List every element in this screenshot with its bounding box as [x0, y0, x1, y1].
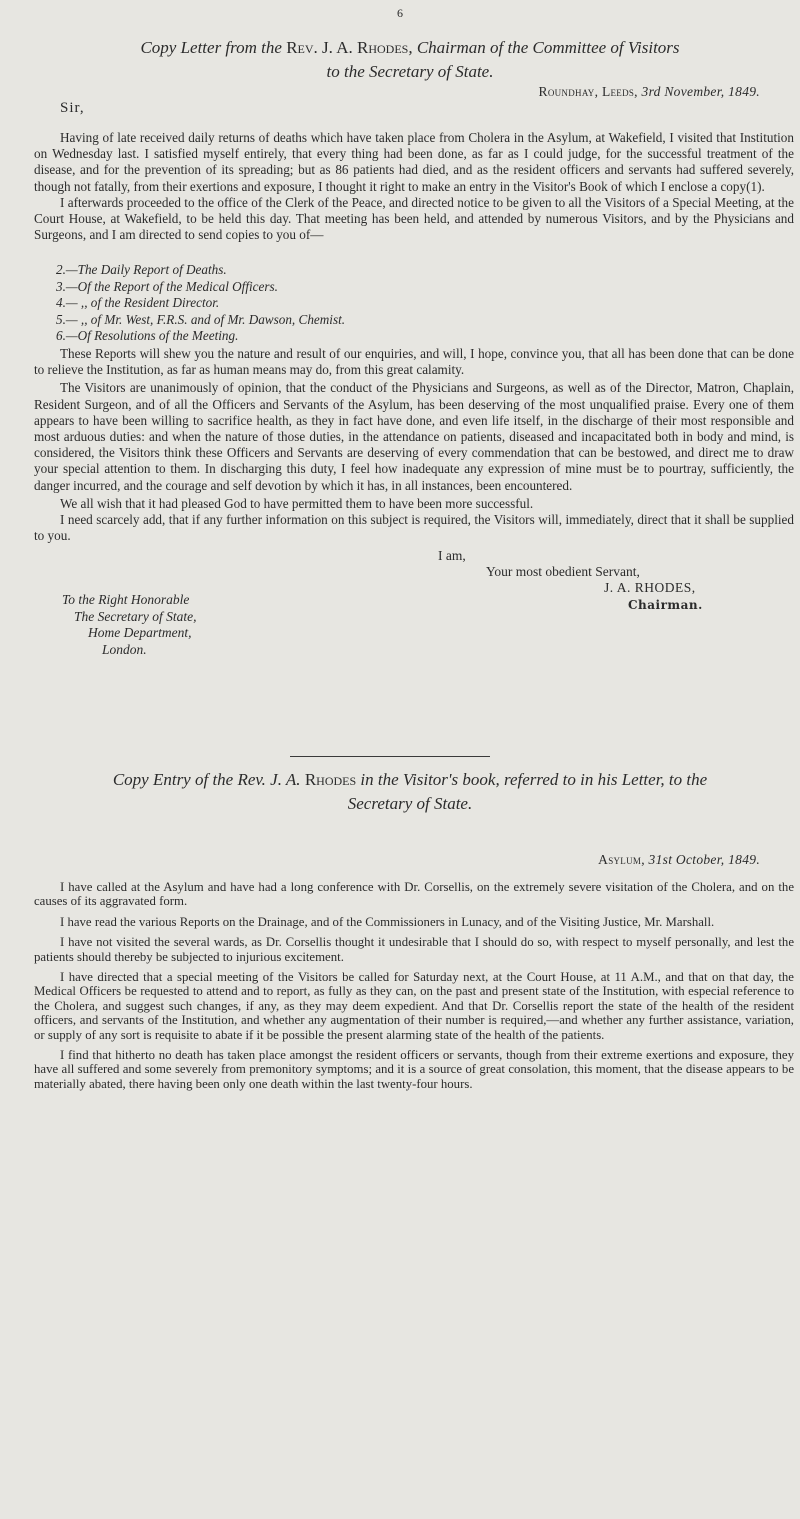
entry-dateline-place: Asylum, — [598, 852, 649, 867]
entry-title-line2: Secretary of State. — [347, 794, 473, 813]
letter-paragraph-5: We all wish that it had pleased God to have permitted them to have been more successful. — [60, 495, 534, 511]
address-line: London. — [102, 641, 147, 657]
letter-dateline-date: 3rd November, 1849. — [641, 84, 760, 99]
entry-title-part3: in the Visitor's book, referred to in his Letter, to the — [356, 770, 708, 789]
letter-paragraph-2: I afterwards proceeded to the office of the Clerk of the Peace, and directed notice to be given to all the Visitors of a Special Meeting, at the Court House, at Wakefield, to be held this day. That meeting has been held, and attended by numerous Visitors, and by the Physicians and Surgeons, and I am directed to send copies to you of— — [34, 194, 794, 243]
enclosure-list — [56, 262, 756, 345]
letter-title — [40, 38, 780, 58]
letter-title-name: Rev. J. A. Rhodes — [286, 38, 409, 57]
letter-dateline-place: Roundhay, Leeds, — [538, 84, 642, 99]
enclosure-item: 4.— ,, of the Resident Director. — [56, 295, 220, 310]
entry-paragraph-5: I find that hitherto no death has taken place amongst the resident officers or servants, though from their extreme exertions and exposure, they have all suffered and some severely from premonitory symptoms; and it is a source of great consolation, this moment, that the disease appears to be materially abated, there having been only one death within the last twenty-four hours. — [34, 1048, 794, 1091]
closing-servant: Your most obedient Servant, — [486, 564, 640, 579]
recipient-address — [62, 592, 196, 658]
entry-dateline — [598, 852, 760, 868]
enclosure-item: 3.—Of the Report of the Medical Officers. — [56, 278, 278, 294]
signature-title: Chairman. — [628, 598, 703, 612]
entry-title-name: Rhodes — [304, 770, 357, 789]
enclosure-item: 2.—The Daily Report of Deaths. — [56, 262, 227, 277]
letter-paragraph-3: These Reports will shew you the nature and result of our enquiries, and will, I hope, convince you, that all has been done that can be done to relieve the Institution, as far as human means may do, from this great calamity. — [34, 346, 794, 378]
letter-title-line2: to the Secretary of State. — [326, 62, 494, 81]
letter-dateline — [539, 84, 760, 100]
closing-i-am: I am, — [438, 548, 466, 563]
salutation: Sir, — [60, 100, 85, 116]
entry-paragraph-2: I have read the various Reports on the Drainage, and of the Commissioners in Lunacy, and of the Visiting Justice, Mr. Marshall. — [60, 914, 715, 929]
address-line: The Secretary of State, — [74, 608, 197, 624]
entry-body — [34, 880, 794, 1091]
letter-title-part3: , Chairman of the Committee of Visitors — [408, 38, 680, 57]
letter-paragraph-6: I need scarcely add, that if any further information on this subject is required, the Visitors will, immediately, direct that it shall be supplied to you. — [34, 512, 794, 544]
letter-paragraph-1: Having of late received daily returns of deaths which have taken place from Cholera in the Asylum, at Wakefield, I visited that Institution on Wednesday last. I satisfied myself entirely, that every thing had been done, as far as I could judge, for the successful treatment of the disease, and for the prevention of its spreading; but as 86 patients had died, and as the resident officers and servants had suffered severely, though not fatally, from their exertions and exposure, I thought it right to make an entry in the Visitor's Book of which I enclose a copy(1). — [34, 130, 794, 194]
address-line: To the Right Honorable — [62, 592, 190, 607]
letter-body-bottom — [34, 346, 794, 544]
entry-paragraph-1: I have called at the Asylum and have had a long conference with Dr. Corsellis, on the extremely severe visitation of the Cholera, and on the causes of its aggravated form. — [34, 880, 794, 909]
entry-paragraph-3: I have not visited the several wards, as Dr. Corsellis thought it undesirable that I should do so, with respect to myself personally, and lest the patients should thereby be subjected to injurious excitement. — [34, 935, 794, 964]
letter-title-part1: Copy Letter from the — [140, 38, 287, 57]
letter-body-top — [34, 130, 794, 243]
page-number: 6 — [397, 6, 403, 20]
entry-paragraph-4: I have directed that a special meeting of the Visitors be called for Saturday next, at the Court House, at 11 A.M., and that on that day, the Medical Officers be requested to attend and to report, as fully as they can, on the past and present state of the Institution, with especial reference to the Cholera, and suggest such changes, if any, as they may deem expedient. And that Dr. Corsellis report the state of the health of the resident officers, and servants of the Institution, and whether any augmentation of their number is required,—and whether any further assistance, variation, or supply of any sort is requisite to abate if it be possible the present alarming state of the health of the patients. — [34, 970, 794, 1042]
section-divider — [290, 756, 490, 757]
entry-dateline-date: 31st October, 1849. — [648, 852, 760, 867]
address-line: Home Department, — [88, 625, 192, 640]
entry-title — [40, 770, 780, 790]
signature-name: J. A. RHODES, — [604, 580, 696, 595]
letter-paragraph-4: The Visitors are unanimously of opinion, that the conduct of the Physicians and Surgeons, as well as of the Director, Matron, Chaplain, Resident Surgeon, and of all the Officers and Servants of the Asylum, has been deserving of the most unqualified praise. Every one of them appears to have been willing to sacrifice health, as they in fact have done, and even life itself, in the discharge of their most responsible and most arduous duties: and when the nature of those duties, in the attendance on patients, diseased and incapacitated both in body and mind, is considered, the Visitors think these Officers and Servants are deserving of every commendation that can be bestowed, and direct me to draw your special attention to them. In discharging this duty, I feel how inadequate any expression of mine must be to pourtray, sufficiently, the danger incurred, and the courage and self devotion by which it has, in all instances, been encountered. — [34, 380, 794, 493]
entry-title-part1: Copy Entry of the Rev. J. A. — [112, 770, 305, 789]
enclosure-item: 6.—Of Resolutions of the Meeting. — [56, 328, 239, 343]
enclosure-item: 5.— ,, of Mr. West, F.R.S. and of Mr. Dawson, Chemist. — [56, 311, 346, 327]
